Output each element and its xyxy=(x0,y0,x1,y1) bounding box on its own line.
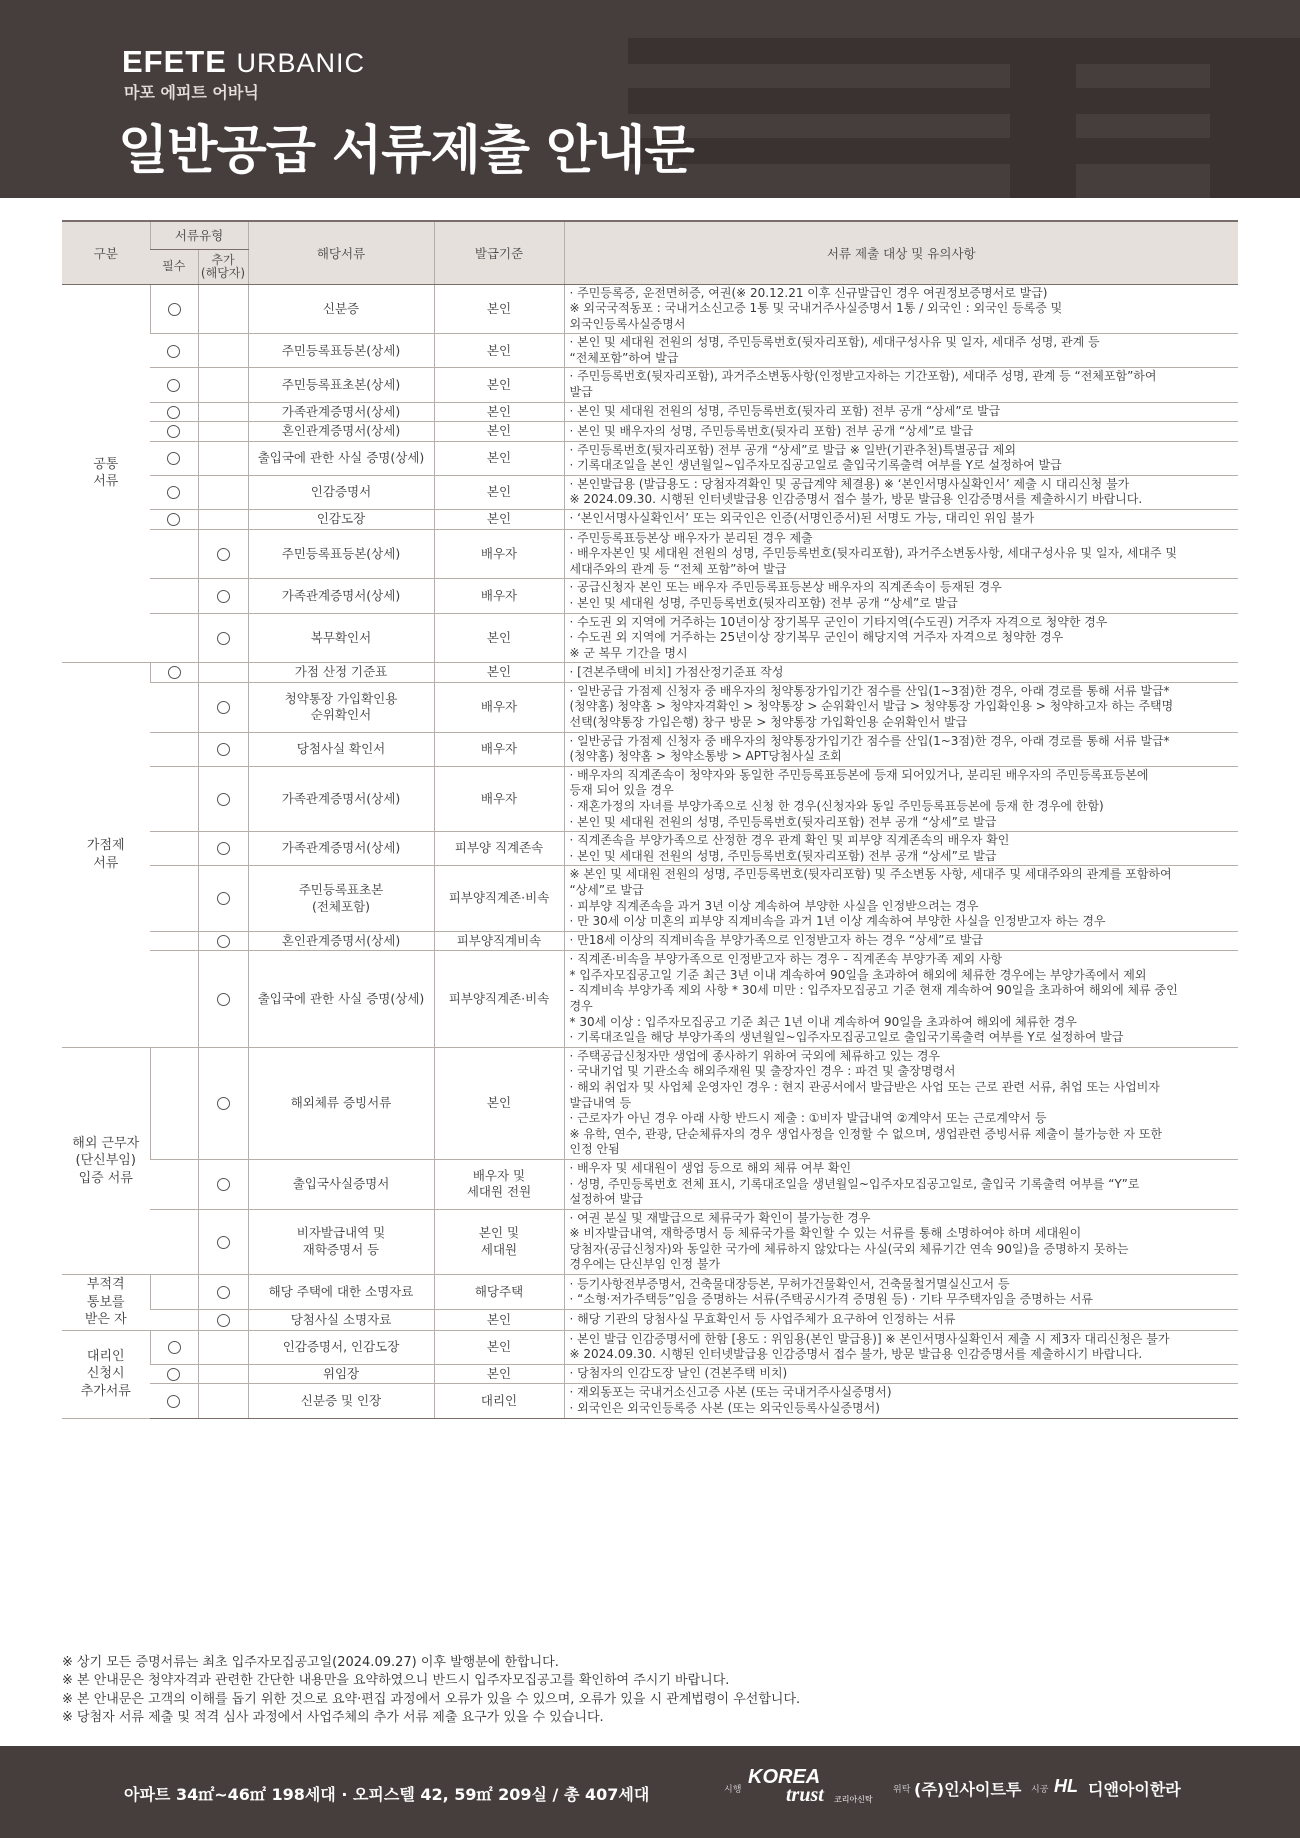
additional-cell xyxy=(198,1384,248,1418)
circle-mark-icon xyxy=(168,666,181,679)
circle-mark-icon xyxy=(167,1368,180,1381)
required-cell xyxy=(150,334,198,368)
additional-cell xyxy=(198,441,248,475)
additional-cell xyxy=(198,613,248,663)
document-cell: 출입국사실증명서 xyxy=(248,1159,434,1209)
document-cell: 당첨사실 확인서 xyxy=(248,732,434,766)
header-category: 구분 xyxy=(62,221,150,284)
table-row xyxy=(62,422,1238,442)
issuer-cell: 본인 xyxy=(434,1330,564,1364)
table-row xyxy=(62,334,1238,368)
required-cell xyxy=(150,422,198,442)
decorative-bar xyxy=(628,88,1300,114)
notes-cell: · 공급신청자 본인 또는 배우자 주민등록표등본상 배우자의 직계존속이 등재된 경우 · 본인 및 세대원 성명, 주민등록번호(뒷자리포함) 전부 공개 “상세”로 발급 xyxy=(564,579,1238,613)
circle-mark-icon xyxy=(217,793,230,806)
additional-cell xyxy=(198,1364,248,1384)
circle-mark-icon xyxy=(217,935,230,948)
footnote: ※ 당첨자 서류 제출 및 적격 심사 과정에서 사업주체의 추가 서류 제출 요구가 있을 수 있습니다. xyxy=(62,1710,604,1726)
footnotes xyxy=(62,1654,800,1728)
document-table-container xyxy=(62,220,1238,1419)
required-cell xyxy=(150,1275,198,1310)
agent-name: (주)인사이트투 xyxy=(914,1780,1022,1799)
circle-mark-icon xyxy=(168,1341,181,1354)
circle-mark-icon xyxy=(217,1236,230,1249)
issuer-cell: 본인 xyxy=(434,422,564,442)
required-cell xyxy=(150,475,198,509)
additional-cell xyxy=(198,732,248,766)
notes-cell: · 본인발급용 (발급용도 : 당첨자격확인 및 공급계약 체결용) ※ ‘본인서명사실확인서’ 제출 시 대리신청 불가 ※ 2024.09.30. 시행된 인터넷발급용 인감증명서 접수 불가, 방문 발급용 인감증명서를 제출하시기 바랍니다. xyxy=(564,475,1238,509)
issuer-cell: 배우자 xyxy=(434,682,564,732)
notes-cell: · ‘본인서명사실확인서’ 또는 외국인은 인증(서명인증서)된 서명도 가능, 대리인 위임 불가 xyxy=(564,510,1238,530)
additional-cell xyxy=(198,334,248,368)
footnote: ※ 본 안내문은 청약자격과 관련한 간단한 내용만을 요약하였으니 반드시 입주자모집공고를 확인하여 주시기 바랍니다. xyxy=(62,1673,730,1689)
footnote: ※ 본 안내문은 고객의 이해를 돕기 위한 것으로 요약·편집 과정에서 오류가 있을 수 있으며, 오류가 있을 시 관계법령이 우선합니다. xyxy=(62,1691,801,1707)
document-cell: 주민등록표초본(상세) xyxy=(248,368,434,402)
required-cell xyxy=(150,441,198,475)
table-row xyxy=(62,613,1238,663)
table-row xyxy=(62,1209,1238,1274)
header-doc-type: 서류유형 xyxy=(150,221,248,249)
notes-cell: · 주택공급신청자만 생업에 종사하기 위하여 국외에 체류하고 있는 경우 · 국내기업 및 기관소속 해외주재원 및 출장자인 경우 : 파견 및 출장명령서 · 해외 취업자 및 사업체 운영자인 경우 : 현지 관공서에서 발급받은 사업 또는 근로 관련 서류, 취업 또는 사업비자 발급내역 등 · 근로자가 아닌 경우 아래 사항 반드시 제출 : ①비자 발급내역 ②계약서 또는 근로계약서 등 ※ 유학, 연수, 관광, 단순체류자의 경우 생업사정을 인정할 수 없으며, 생업관련 증빙서류 제출이 불가능한 자 또한 인정 안됨 xyxy=(564,1047,1238,1159)
additional-cell xyxy=(198,402,248,422)
notes-cell: · 직계존·비속을 부양가족으로 인정받고자 하는 경우 - 직계존속 부양가족 제외 사항 * 입주자모집공고일 기준 최근 3년 이내 계속하여 90일을 초과하여 해외에 체류한 경우에는 부양가족에서 제외 - 직계비속 부양가족 제외 사항 * 30세 미만 : 입주자모집공고 기준 현재 계속하여 90일을 초과하여 해외에 체류 중인 경우 * 30세 이상 : 입주자모집공고 기준 최근 1년 이내 계속하여 90일을 초과하여 해외에 체류한 경우 · 기록대조일을 해당 부양가족의 생년월일~입주자모집공고일로 출입국기록출력 여부를 Y로 설정하여 발급 xyxy=(564,951,1238,1048)
developer-name: KOREA xyxy=(748,1766,821,1788)
builder-name: 디앤아이한라 xyxy=(1088,1780,1181,1799)
additional-cell xyxy=(198,284,248,334)
developer-logo xyxy=(748,1766,888,1816)
unit-summary: 아파트 34㎡~46㎡ 198세대 · 오피스텔 42, 59㎡ 209실 / 총 407세대 xyxy=(124,1785,650,1804)
additional-cell xyxy=(198,1159,248,1209)
brand-sub: URBANIC xyxy=(236,48,366,78)
required-cell xyxy=(150,529,198,579)
notes-cell: · 주민등록번호(뒷자리포함), 과거주소변동사항(인정받고자하는 기간포함), 세대주 성명, 관계 등 “전체포함”하여 발급 xyxy=(564,368,1238,402)
additional-cell xyxy=(198,766,248,831)
document-cell: 가점 산정 기준표 xyxy=(248,663,434,683)
circle-mark-icon xyxy=(217,743,230,756)
notes-cell: · 주민등록증, 운전면허증, 여권(※ 20.12.21 이후 신규발급인 경우 여권정보증명서로 발급) ※ 외국국적동포 : 국내거소신고증 1통 및 국내거주사실증명서 1통 / 외국인 : 외국인 등록증 및 외국인등록사실증명서 xyxy=(564,284,1238,334)
issuer-cell: 배우자 xyxy=(434,579,564,613)
table-row xyxy=(62,1310,1238,1330)
circle-mark-icon xyxy=(167,513,180,526)
additional-cell xyxy=(198,682,248,732)
category-cell: 공통 서류 xyxy=(62,284,150,663)
notes-cell: · 주민등록표등본상 배우자가 분리된 경우 제출 · 배우자본인 및 세대원 전원의 성명, 주민등록번호(뒷자리포함), 과거주소변동사항, 세대구성사유 및 일자, 세대주 및 세대주와의 관계 등 “전체 포함”하여 발급 xyxy=(564,529,1238,579)
table-row xyxy=(62,1384,1238,1418)
document-cell: 청약통장 가입확인용 순위확인서 xyxy=(248,682,434,732)
document-cell: 주민등록표등본(상세) xyxy=(248,334,434,368)
circle-mark-icon xyxy=(217,632,230,645)
page-footer xyxy=(0,1746,1300,1838)
page-title: 일반공급 서류제출 안내문 xyxy=(118,121,694,181)
issuer-cell: 본인 xyxy=(434,402,564,422)
table-row xyxy=(62,866,1238,931)
issuer-cell: 본인 및 세대원 xyxy=(434,1209,564,1274)
issuer-cell: 본인 xyxy=(434,475,564,509)
notes-cell: · 배우자의 직계존속이 청약자와 동일한 주민등록표등본에 등재 되어있거나, 분리된 배우자의 주민등록표등본에 등재 되어 있을 경우 · 재혼가정의 자녀를 부양가족으로 신청 한 경우(신청자와 동일 주민등록표등본에 등재 한 경우에 한함) · 본인 및 세대원 전원의 성명, 주민등록번호(뒷자리포함) 전부 공개 “상세”로 발급 xyxy=(564,766,1238,831)
table-row xyxy=(62,832,1238,866)
required-cell xyxy=(150,951,198,1048)
issuer-cell: 피부양 직계존속 xyxy=(434,832,564,866)
notes-cell: · 본인 발급 인감증명서에 한함 [용도 : 위임용(본인 발급용)] ※ 본인서명사실확인서 제출 시 제3자 대리신청은 불가 ※ 2024.09.30. 시행된 인터넷발급용 인감증명서 접수 불가, 방문 발급용 인감증명서를 제출하시기 바랍니다. xyxy=(564,1330,1238,1364)
issuer-cell: 본인 xyxy=(434,441,564,475)
required-cell xyxy=(150,1159,198,1209)
developer-sub: trust xyxy=(786,1784,824,1806)
circle-mark-icon xyxy=(167,406,180,419)
footnote: ※ 상기 모든 증명서류는 최초 입주자모집공고일(2024.09.27) 이후 발행분에 한합니다. xyxy=(62,1655,559,1670)
required-cell xyxy=(150,579,198,613)
developer-label: 시행 xyxy=(724,1785,742,1795)
circle-mark-icon xyxy=(167,379,180,392)
header-additional xyxy=(198,249,248,284)
brand-logo xyxy=(122,44,365,80)
document-cell: 해당 주택에 대한 소명자료 xyxy=(248,1275,434,1310)
issuer-cell: 피부양직계존·비속 xyxy=(434,866,564,931)
notes-cell: · 본인 및 세대원 전원의 성명, 주민등록번호(뒷자리포함), 세대구성사유 및 일자, 세대주 성명, 관계 등 “전체포함”하여 발급 xyxy=(564,334,1238,368)
additional-cell xyxy=(198,951,248,1048)
required-cell xyxy=(150,1330,198,1364)
header-additional-label: 추가 (해당자) xyxy=(200,252,246,280)
document-cell: 복무확인서 xyxy=(248,613,434,663)
category-cell: 대리인 신청시 추가서류 xyxy=(62,1330,150,1418)
circle-mark-icon xyxy=(167,345,180,358)
document-cell: 신분증 xyxy=(248,284,434,334)
required-cell xyxy=(150,402,198,422)
required-cell xyxy=(150,663,198,683)
required-cell xyxy=(150,732,198,766)
notes-cell: · 본인 및 배우자의 성명, 주민등록번호(뒷자리 포함) 전부 공개 “상세”로 발급 xyxy=(564,422,1238,442)
required-cell xyxy=(150,368,198,402)
issuer-cell: 피부양직계존·비속 xyxy=(434,951,564,1048)
issuer-cell: 본인 xyxy=(434,663,564,683)
notes-cell: · 여권 분실 및 재발급으로 체류국가 확인이 불가능한 경우 ※ 비자발급내역, 재학증명서 등 체류국가를 확인할 수 있는 서류를 통해 소명하여야 하며 세대원이 당첨자(공급신청자)와 동일한 국가에 체류하지 않았다는 사실(국외 체류기간 연속 90일)을 증명하지 못하는 경우에는 단신부임 인정 불가 xyxy=(564,1209,1238,1274)
required-cell xyxy=(150,1209,198,1274)
category-cell: 해외 근무자 (단신부임) 입증 서류 xyxy=(62,1047,150,1274)
circle-mark-icon xyxy=(217,701,230,714)
circle-mark-icon xyxy=(167,1395,180,1408)
additional-cell xyxy=(198,529,248,579)
table-row xyxy=(62,1047,1238,1159)
issuer-cell: 본인 xyxy=(434,1364,564,1384)
circle-mark-icon xyxy=(217,548,230,561)
table-body xyxy=(62,284,1238,1418)
circle-mark-icon xyxy=(217,1314,230,1327)
agent-label: 위탁 xyxy=(893,1785,911,1795)
document-cell: 위임장 xyxy=(248,1364,434,1384)
notes-cell: · 등기사항전부증명서, 건축물대장등본, 무허가건물확인서, 건축물철거멸실신고서 등 · “소형·저가주택등”임을 증명하는 서류(주택공시가격 증명원 등) · 기타 무주택자임을 증명하는 서류 xyxy=(564,1275,1238,1310)
issuer-cell: 피부양직계비속 xyxy=(434,931,564,951)
required-cell xyxy=(150,510,198,530)
header-document: 해당서류 xyxy=(248,221,434,284)
notes-cell: · 수도권 외 지역에 거주하는 10년이상 장기복무 군인이 기타지역(수도권) 거주자 자격으로 청약한 경우 · 수도권 외 지역에 거주하는 25년이상 장기복무 군인이 해당지역 거주자 자격으로 청약한 경우 ※ 군 복무 기간을 명시 xyxy=(564,613,1238,663)
circle-mark-icon xyxy=(217,1097,230,1110)
required-cell xyxy=(150,1384,198,1418)
document-cell: 인감증명서, 인감도장 xyxy=(248,1330,434,1364)
notes-cell: · 본인 및 세대원 전원의 성명, 주민등록번호(뒷자리 포함) 전부 공개 “상세”로 발급 xyxy=(564,402,1238,422)
document-cell: 출입국에 관한 사실 증명(상세) xyxy=(248,951,434,1048)
additional-cell xyxy=(198,1209,248,1274)
brand-main: EFETE xyxy=(122,44,227,79)
circle-mark-icon xyxy=(217,842,230,855)
issuer-cell: 본인 xyxy=(434,284,564,334)
table-row xyxy=(62,1330,1238,1364)
document-cell: 신분증 및 인장 xyxy=(248,1384,434,1418)
issuer-cell: 본인 xyxy=(434,1310,564,1330)
document-cell: 가족관계증명서(상세) xyxy=(248,579,434,613)
table-row xyxy=(62,529,1238,579)
brand-korean-name: 마포 에피트 어바닉 xyxy=(124,83,259,102)
issuer-cell: 배우자 xyxy=(434,732,564,766)
header-issuer: 발급기준 xyxy=(434,221,564,284)
additional-cell xyxy=(198,663,248,683)
document-cell: 가족관계증명서(상세) xyxy=(248,832,434,866)
required-cell xyxy=(150,682,198,732)
additional-cell xyxy=(198,475,248,509)
issuer-cell: 본인 xyxy=(434,510,564,530)
required-cell xyxy=(150,931,198,951)
issuer-cell: 배우자 xyxy=(434,529,564,579)
document-cell: 혼인관계증명서(상세) xyxy=(248,931,434,951)
header-notes: 서류 제출 대상 및 유의사항 xyxy=(564,221,1238,284)
additional-cell xyxy=(198,1275,248,1310)
table-row xyxy=(62,368,1238,402)
document-cell: 인감도장 xyxy=(248,510,434,530)
table-row xyxy=(62,441,1238,475)
document-cell: 가족관계증명서(상세) xyxy=(248,766,434,831)
table-row xyxy=(62,732,1238,766)
additional-cell xyxy=(198,579,248,613)
document-cell: 혼인관계증명서(상세) xyxy=(248,422,434,442)
required-cell xyxy=(150,766,198,831)
circle-mark-icon xyxy=(217,1286,230,1299)
table-row xyxy=(62,510,1238,530)
document-cell: 해외체류 증빙서류 xyxy=(248,1047,434,1159)
issuer-cell: 대리인 xyxy=(434,1384,564,1418)
document-cell: 당첨사실 소명자료 xyxy=(248,1310,434,1330)
table-row xyxy=(62,766,1238,831)
required-cell xyxy=(150,1047,198,1159)
developer-korean: 코리아신탁 xyxy=(834,1795,873,1804)
table-row xyxy=(62,682,1238,732)
table-row xyxy=(62,402,1238,422)
notes-cell: · 재외동포는 국내거소신고증 사본 (또는 국내거주사실증명서) · 외국인은 외국인등록증 사본 (또는 외국인등록사실증명서) xyxy=(564,1384,1238,1418)
circle-mark-icon xyxy=(217,993,230,1006)
additional-cell xyxy=(198,866,248,931)
notes-cell: ※ 본인 및 세대원 전원의 성명, 주민등록번호(뒷자리포함) 및 주소변동 사항, 세대주 및 세대주와의 관계를 포함하여 “상세”로 발급 · 피부양 직계존속을 과거 3년 이상 계속하여 부양한 사실을 인정받으려는 경우 · 만 30세 이상 미혼의 피부양 직계비속을 과거 1년 이상 계속하여 부양한 사실을 인정받고자 하는 경우 xyxy=(564,866,1238,931)
builder-label: 시공 xyxy=(1031,1785,1049,1795)
notes-cell: · 당첨자의 인감도장 날인 (견본주택 비치) xyxy=(564,1364,1238,1384)
header-required: 필수 xyxy=(150,249,198,284)
table-row xyxy=(62,475,1238,509)
required-cell xyxy=(150,613,198,663)
document-cell: 출입국에 관한 사실 증명(상세) xyxy=(248,441,434,475)
notes-cell: · 해당 기관의 당첨사실 무효확인서 등 사업주체가 요구하여 인정하는 서류 xyxy=(564,1310,1238,1330)
issuer-cell: 배우자 xyxy=(434,766,564,831)
notes-cell: · 일반공급 가점제 신청자 중 배우자의 청약통장가입기간 점수를 산입(1~3점)한 경우, 아래 경로를 통해 서류 발급* (청약홈) 청약홈 > 청약자격확인 > 청약통장 > 순위확인서 발급 > 청약통장 가입확인용 > 청약하고자 하는 주택명 선택(청약통장 가입은행) 창구 방문 > 청약통장 가입확인용 순위확인서 발급 xyxy=(564,682,1238,732)
table-row xyxy=(62,1275,1238,1310)
circle-mark-icon xyxy=(217,590,230,603)
category-cell: 가점제 서류 xyxy=(62,663,150,1047)
additional-cell xyxy=(198,510,248,530)
issuer-cell: 본인 xyxy=(434,334,564,368)
document-cell: 비자발급내역 및 재학증명서 등 xyxy=(248,1209,434,1274)
table-row xyxy=(62,951,1238,1048)
decorative-bar xyxy=(628,138,1300,164)
circle-mark-icon xyxy=(168,303,181,316)
issuer-cell: 배우자 및 세대원 전원 xyxy=(434,1159,564,1209)
document-cell: 가족관계증명서(상세) xyxy=(248,402,434,422)
circle-mark-icon xyxy=(167,425,180,438)
issuer-cell: 해당주택 xyxy=(434,1275,564,1310)
circle-mark-icon xyxy=(217,1178,230,1191)
document-table xyxy=(62,220,1238,1419)
additional-cell xyxy=(198,1047,248,1159)
category-cell: 부적격 통보를 받은 자 xyxy=(62,1275,150,1331)
document-cell: 주민등록표초본 (전체포함) xyxy=(248,866,434,931)
required-cell xyxy=(150,866,198,931)
additional-cell xyxy=(198,368,248,402)
table-row xyxy=(62,1159,1238,1209)
notes-cell: · 주민등록번호(뒷자리포함) 전부 공개 “상세”로 발급 ※ 일반(기관추천)특별공급 제외 · 기록대조일을 본인 생년월일~입주자모집공고일로 출입국기록출력 여부를 Y로 설정하여 발급 xyxy=(564,441,1238,475)
notes-cell: · 만18세 이상의 직계비속을 부양가족으로 인정받고자 하는 경우 “상세”로 발급 xyxy=(564,931,1238,951)
document-cell: 인감증명서 xyxy=(248,475,434,509)
required-cell xyxy=(150,1310,198,1330)
table-row xyxy=(62,1364,1238,1384)
notes-cell: · 직계존속을 부양가족으로 산정한 경우 관계 확인 및 피부양 직계존속의 배우자 확인 · 본인 및 세대원 전원의 성명, 주민등록번호(뒷자리포함) 전부 공개 “상세”로 발급 xyxy=(564,832,1238,866)
issuer-cell: 본인 xyxy=(434,613,564,663)
required-cell xyxy=(150,1364,198,1384)
builder-mark: HL xyxy=(1054,1776,1078,1796)
required-cell xyxy=(150,284,198,334)
notes-cell: · 일반공급 가점제 신청자 중 배우자의 청약통장가입기간 점수를 산입(1~3점)한 경우, 아래 경로를 통해 서류 발급* (청약홈) 청약홈 > 청약소통방 > APT당첨사실 조회 xyxy=(564,732,1238,766)
issuer-cell: 본인 xyxy=(434,368,564,402)
issuer-cell: 본인 xyxy=(434,1047,564,1159)
table-row xyxy=(62,284,1238,334)
additional-cell xyxy=(198,1330,248,1364)
circle-mark-icon xyxy=(167,486,180,499)
additional-cell xyxy=(198,422,248,442)
notes-cell: · 배우자 및 세대원이 생업 등으로 해외 체류 여부 확인 · 성명, 주민등록번호 전체 표시, 기록대조일을 생년월일~입주자모집공고일로, 출입국 기록출력 여부를 “Y”로 설정하여 발급 xyxy=(564,1159,1238,1209)
document-cell: 주민등록표등본(상세) xyxy=(248,529,434,579)
decorative-bar xyxy=(1210,38,1300,198)
required-cell xyxy=(150,832,198,866)
decorative-bar xyxy=(628,38,1300,64)
additional-cell xyxy=(198,832,248,866)
table-row xyxy=(62,931,1238,951)
table-row xyxy=(62,579,1238,613)
circle-mark-icon xyxy=(217,892,230,905)
decorative-bar xyxy=(1010,38,1076,198)
table-row xyxy=(62,663,1238,683)
circle-mark-icon xyxy=(167,452,180,465)
page-header xyxy=(0,0,1300,198)
notes-cell: · [견본주택에 비치] 가점산정기준표 작성 xyxy=(564,663,1238,683)
additional-cell xyxy=(198,1310,248,1330)
additional-cell xyxy=(198,931,248,951)
